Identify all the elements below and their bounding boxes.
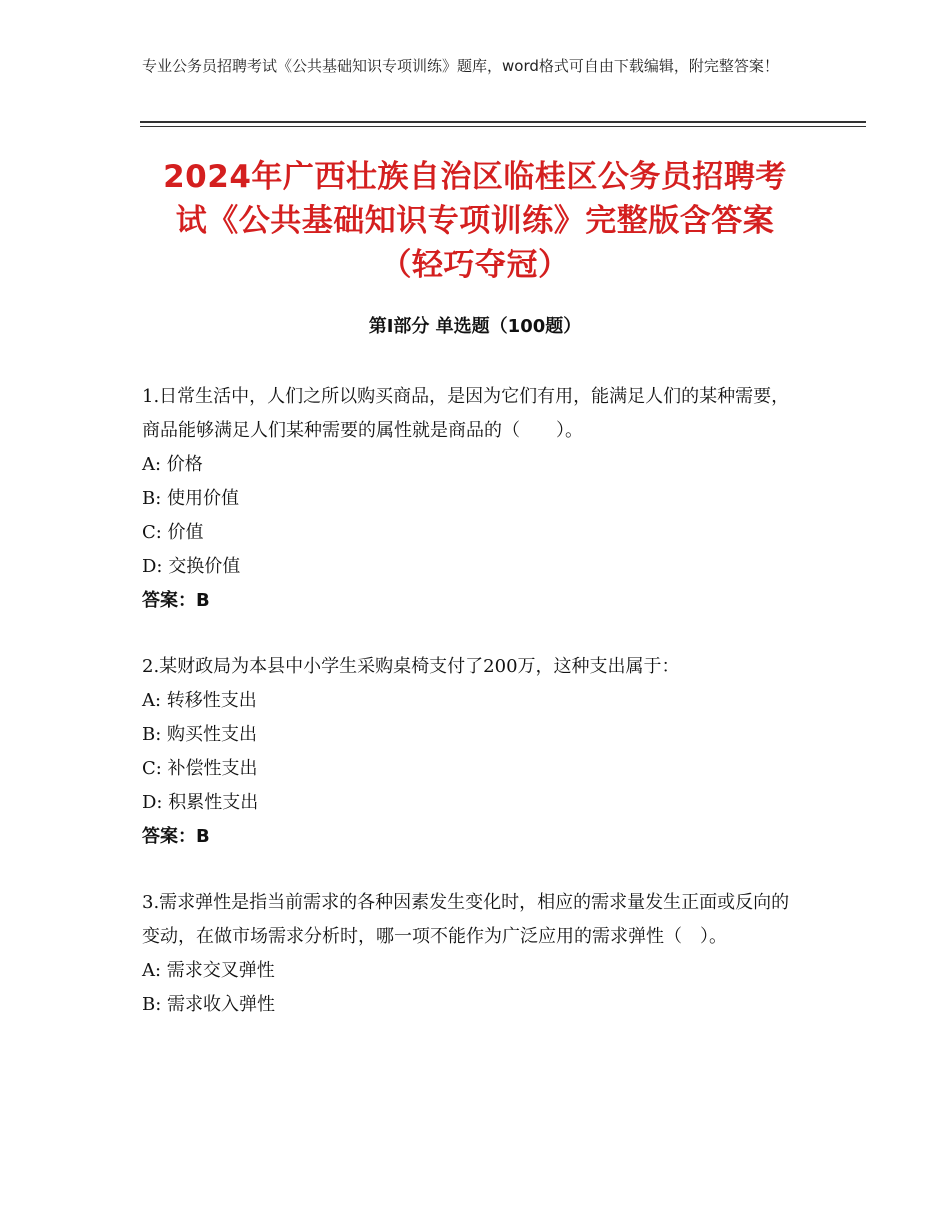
question-stem: 1.日常生活中，人们之所以购买商品，是因为它们有用，能满足人们的某种需要，商品能够满足人们某种需要的属性就是商品的（ ）。 xyxy=(142,386,790,441)
option-b: B: 购买性支出 xyxy=(142,724,258,745)
question-2 xyxy=(142,650,802,854)
question-stem: 3.需求弹性是指当前需求的各种因素发生变化时，相应的需求量发生正面或反向的变动，在做市场需求分析时，哪一项不能作为广泛应用的需求弹性（ ）。 xyxy=(142,892,790,947)
section-heading: 第Ⅰ部分 单选题（100题） xyxy=(368,316,582,337)
option-d: D: 交换价值 xyxy=(142,556,241,577)
question-list xyxy=(142,380,802,1054)
question-1 xyxy=(142,380,802,618)
document-title xyxy=(130,155,820,287)
answer: 答案：B xyxy=(142,590,210,611)
option-a: A: 转移性支出 xyxy=(142,690,257,711)
option-d: D: 积累性支出 xyxy=(142,792,259,813)
option-a: A: 需求交叉弹性 xyxy=(142,960,275,981)
header-rule-thin xyxy=(140,126,866,127)
question-stem: 2.某财政局为本县中小学生采购桌椅支付了200万，这种支出属于： xyxy=(142,656,680,677)
header-note: 专业公务员招聘考试《公共基础知识专项训练》题库，word格式可自由下载编辑，附完整答案！ xyxy=(142,57,779,75)
option-a: A: 价格 xyxy=(142,454,203,475)
answer: 答案：B xyxy=(142,826,210,847)
option-c: C: 补偿性支出 xyxy=(142,758,258,779)
option-b: B: 需求收入弹性 xyxy=(142,994,276,1015)
title-line-1: 2024年广西壮族自治区临桂区公务员招聘考 xyxy=(163,159,787,195)
question-3 xyxy=(142,886,802,1022)
header-rule-thick xyxy=(140,121,866,123)
option-c: C: 价值 xyxy=(142,522,204,543)
option-b: B: 使用价值 xyxy=(142,488,240,509)
title-line-2: 试《公共基础知识专项训练》完整版含答案 xyxy=(175,203,775,239)
title-line-3: （轻巧夺冠） xyxy=(380,247,570,283)
